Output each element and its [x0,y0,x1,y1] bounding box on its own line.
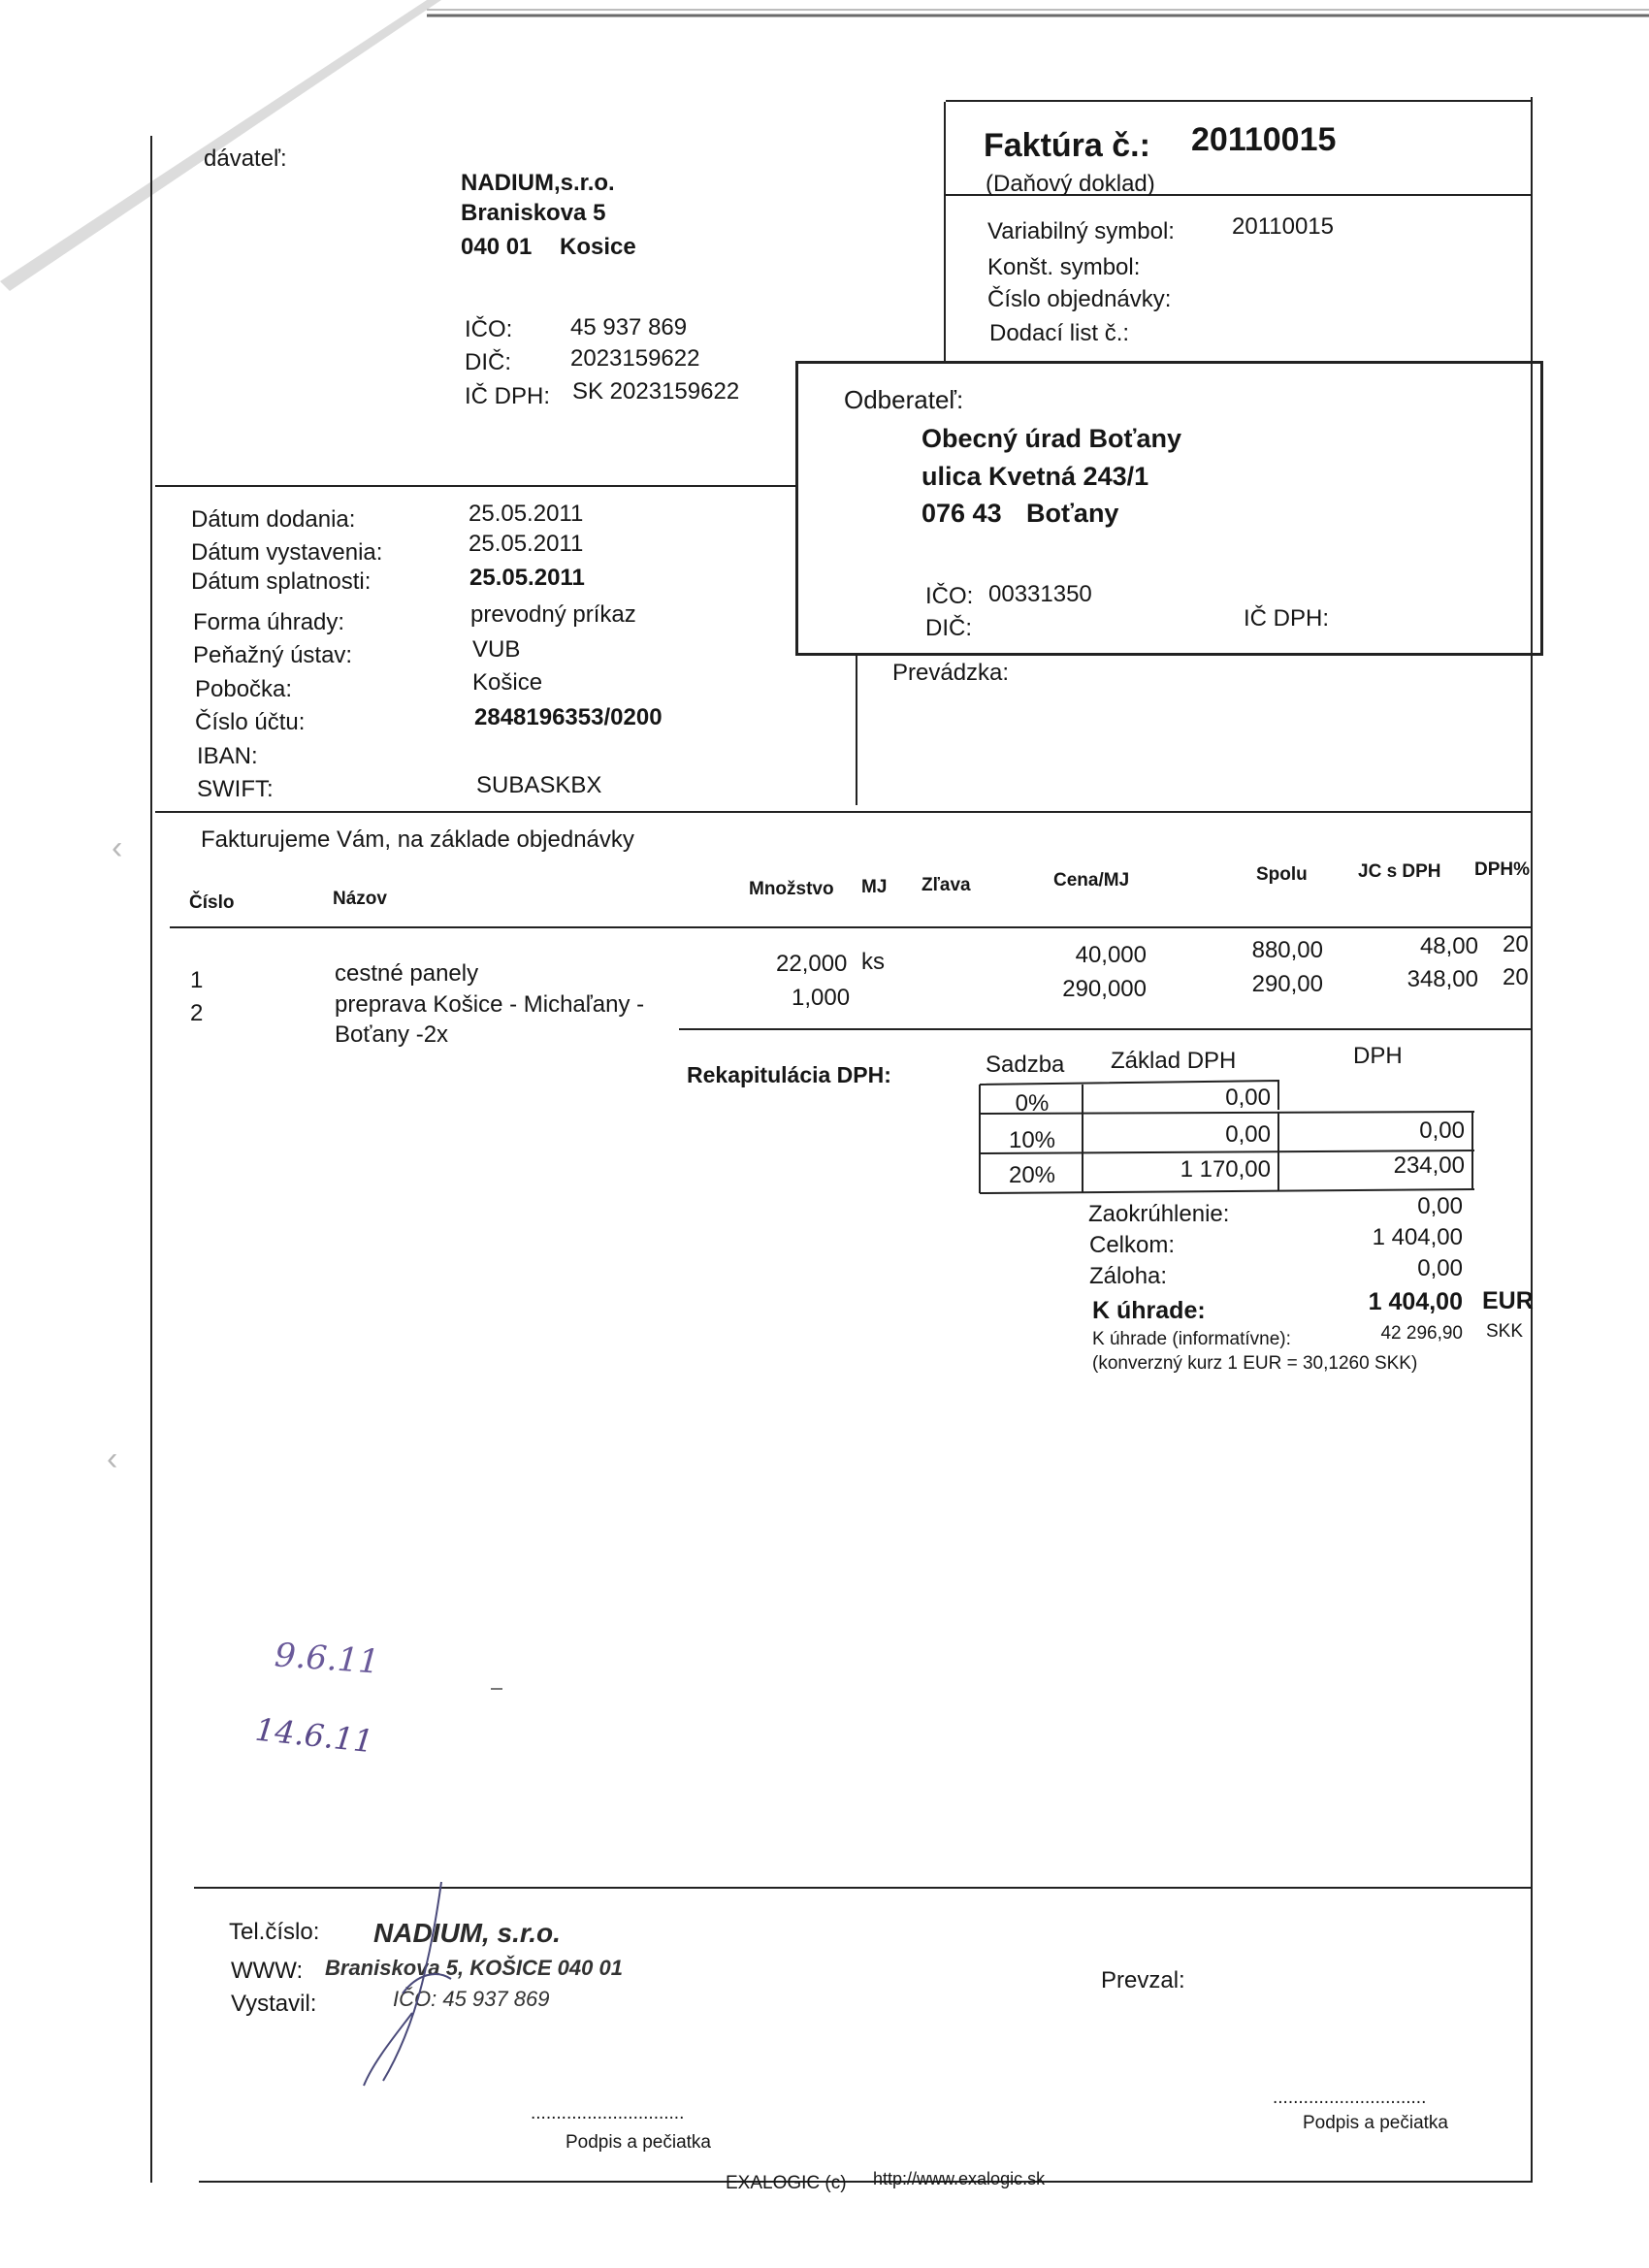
header-cislo: Číslo [189,892,235,913]
recap-header-sadzba: Sadzba [986,1052,1065,1078]
recap-dph: 0,00 [1419,1118,1465,1144]
recap-label: Rekapitulácia DPH: [687,1062,891,1087]
customer-zip: 076 43 [922,499,1002,528]
datum-vystavenia-label: Dátum vystavenia: [191,539,383,566]
recap-dph: 234,00 [1393,1152,1465,1179]
kuhrade-value: 1 404,00 [1368,1288,1463,1315]
row-dph: 20 [1503,931,1529,957]
row-jc: 48,00 [1419,933,1478,959]
recap-sadzba: 10% [1008,1127,1056,1153]
stamp-address: Braniskova 5, KOŠICE 040 01 [325,1956,623,1980]
header-cena: Cena/MJ [1053,870,1130,891]
row-mj: ks [861,949,885,975]
signature-caption-right: Podpis a pečiatka [1303,2113,1448,2133]
customer-ico: 00331350 [988,581,1092,607]
row-spolu: 290,00 [1251,971,1323,997]
customer-ico-label: IČO: [925,583,974,609]
exalogic-url: http://www.exalogic.sk [873,2169,1046,2188]
info-currency: SKK [1486,1321,1524,1342]
invoice-number: 20110015 [1191,121,1337,158]
zaloha-value: 0,00 [1417,1255,1463,1281]
ks-label: Konšt. symbol: [987,254,1141,280]
recap-header-zaklad: Základ DPH [1111,1048,1237,1074]
kuhrade-label: K úhrade: [1092,1297,1206,1324]
row-spolu: 880,00 [1251,937,1323,963]
invoice-title-label: Faktúra č.: [984,127,1150,164]
row-dph: 20 [1503,964,1529,990]
vs-value: 20110015 [1232,213,1334,240]
iban-label: IBAN: [197,743,258,769]
header-divider [944,102,946,362]
datum-dodania-label: Dátum dodania: [191,506,356,533]
details-divider [856,655,857,805]
handwritten-date-1: 9.6.11 [273,1636,381,1682]
customer-dic-label: DIČ: [925,615,972,641]
row-cena: 40,000 [1075,942,1147,968]
row-nazov-line2: Boťany -2x [335,1021,449,1048]
supplier-bottom-line [155,485,795,487]
supplier-icdph: SK 2023159622 [572,378,740,405]
datum-splatnosti: 25.05.2011 [469,565,585,591]
order-label: Číslo objednávky: [987,286,1172,312]
signature-dots-right: .............................. [1273,2088,1427,2108]
celkom-value: 1 404,00 [1372,1224,1463,1250]
datum-vystavenia: 25.05.2011 [469,531,584,557]
recap-sadzba: 0% [1015,1090,1050,1117]
signature-caption-left: Podpis a pečiatka [566,2132,711,2153]
row-cena: 290,000 [1062,976,1147,1002]
zaokruhlenie-label: Zaokrúhlenie: [1088,1201,1230,1227]
footer-bottom-line [199,2181,1531,2183]
row-jc: 348,00 [1406,966,1478,992]
intro-text: Fakturujeme Vám, na základe objednávky [201,826,634,853]
supplier-label: dávateľ: [204,146,287,172]
prevadzka-label: Prevádzka: [892,660,1010,686]
kuhrade-currency: EUR [1482,1287,1534,1314]
delivery-label: Dodací list č.: [989,320,1130,346]
header-mj: MJ [861,877,888,897]
forma-label: Forma úhrady: [193,609,345,635]
header-dph: DPH% [1474,859,1531,880]
customer-name: Obecný úrad Boťany [922,424,1181,453]
supplier-dic-label: DIČ: [465,349,511,375]
stamp-name: NADIUM, s.r.o. [373,1918,561,1948]
pobocka-value: Košice [472,669,543,696]
zaokruhlenie-value: 0,00 [1417,1193,1463,1219]
row-mnozstvo: 1,000 [792,985,851,1011]
row-cislo: 2 [190,1000,204,1026]
items-bottom-line [679,1028,1531,1030]
supplier-dic: 2023159622 [570,345,700,372]
supplier-ico: 45 937 869 [570,314,688,340]
vs-label: Variabilný symbol: [987,218,1175,244]
supplier-zip: 040 01 [461,234,533,260]
recap-header-dph: DPH [1353,1043,1403,1069]
frame-left [150,136,152,2183]
recap-zaklad: 0,00 [1225,1121,1271,1148]
ustav-value: VUB [472,636,521,663]
www-label: WWW: [231,1958,304,1984]
row-nazov: preprava Košice - Michaľany - [335,991,645,1018]
stamp-ico: IČO: 45 937 869 [393,1987,550,2011]
frame-top [946,100,1531,102]
items-header-line [170,926,1531,928]
signature-scribble [344,1877,470,2090]
exalogic-credit: EXALOGIC (c) [726,2173,847,2193]
info-value: 42 296,90 [1380,1323,1463,1344]
customer-label: Odberateľ: [844,385,964,414]
recap-zaklad: 1 170,00 [1180,1156,1271,1183]
zaloha-label: Záloha: [1089,1263,1168,1289]
supplier-name: NADIUM,s.r.o. [461,170,615,196]
recap-sadzba: 20% [1008,1162,1056,1188]
datum-splatnosti-label: Dátum splatnosti: [191,568,372,595]
swift-label: SWIFT: [197,776,274,802]
signature-dots-left: .............................. [531,2103,685,2123]
supplier-street: Braniskova 5 [461,200,606,226]
customer-icdph-label: IČ DPH: [1244,605,1330,632]
ucet-value: 2848196353/0200 [474,704,663,730]
supplier-icdph-label: IČ DPH: [465,383,551,409]
info-label: K úhrade (informatívne): [1092,1329,1291,1349]
supplier-city: Kosice [560,234,636,260]
pobocka-label: Pobočka: [195,676,293,702]
row-cislo: 1 [190,967,204,993]
forma-value: prevodný príkaz [470,601,636,628]
tel-label: Tel.číslo: [229,1919,320,1945]
header-nazov: Názov [333,889,387,909]
header-jc: JC s DPH [1358,861,1441,882]
datum-dodania: 25.05.2011 [469,501,584,527]
row-mnozstvo: 22,000 [776,951,848,977]
header-zlava: Zľava [922,875,971,895]
details-bottom-line [155,811,1531,813]
header-spolu: Spolu [1256,864,1308,885]
customer-city: Boťany [1026,499,1119,528]
invoice-subtitle: (Daňový doklad) [986,171,1155,197]
celkom-label: Celkom: [1089,1232,1176,1258]
hole-punch-mark: ‹ [107,1441,118,1477]
pen-dash [491,1688,502,1690]
kurz-note: (konverzný kurz 1 EUR = 30,1260 SKK) [1092,1353,1418,1374]
recap-zaklad: 0,00 [1225,1085,1271,1111]
prevzal-label: Prevzal: [1101,1967,1185,1993]
customer-street: ulica Kvetná 243/1 [922,462,1149,491]
handwritten-date-2: 14.6.11 [253,1710,375,1761]
ustav-label: Peňažný ústav: [193,642,353,668]
supplier-ico-label: IČO: [465,316,513,342]
swift-value: SUBASKBX [476,772,602,798]
row-nazov: cestné panely [335,960,479,987]
header-mnozstvo: Množstvo [749,879,834,899]
vystavil-label: Vystavil: [231,1991,317,2017]
hole-punch-mark: ‹ [112,829,123,866]
ucet-label: Číslo účtu: [195,709,306,735]
